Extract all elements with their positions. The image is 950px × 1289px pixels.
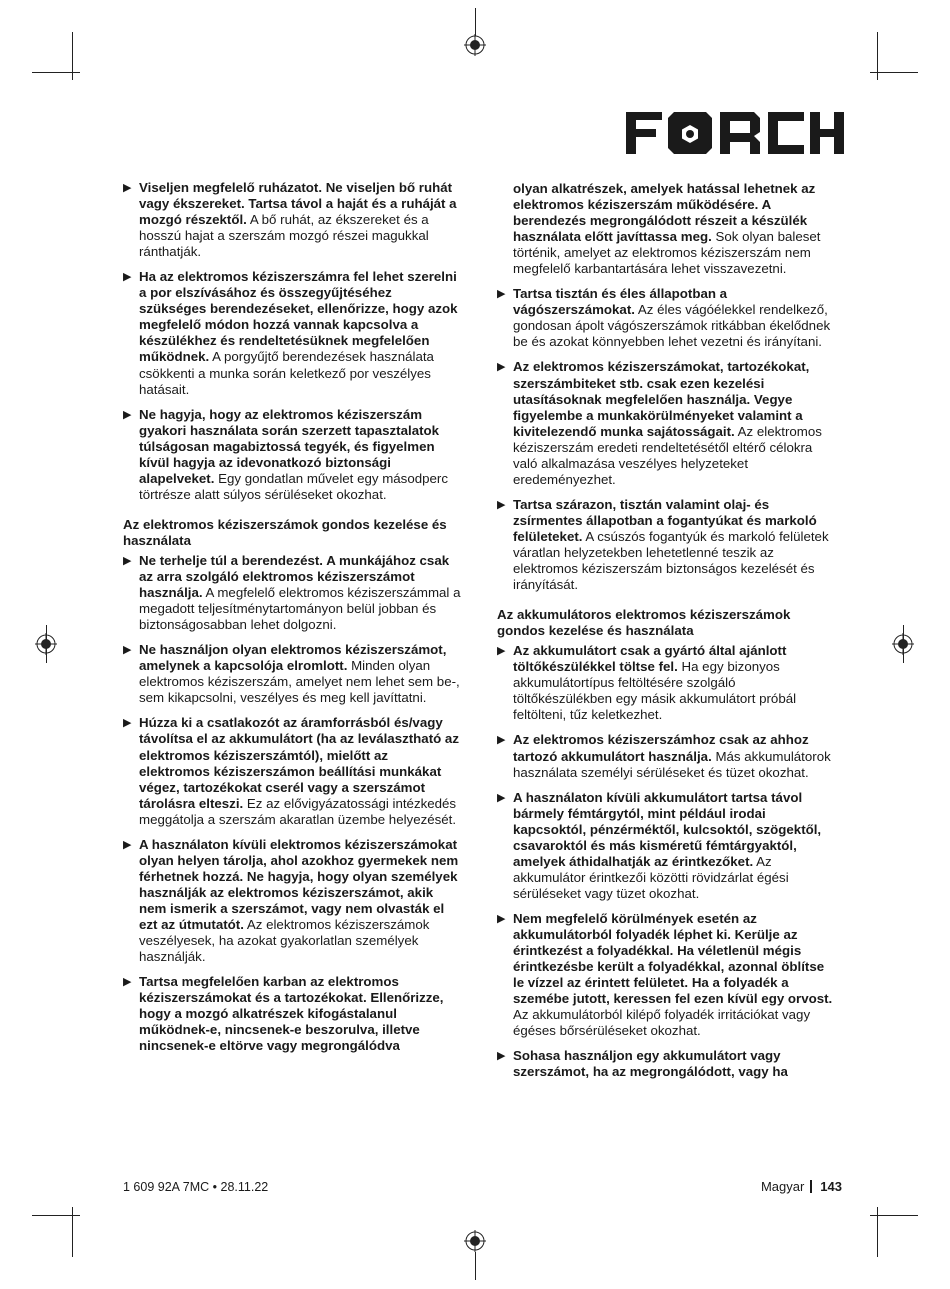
bold-instruction: Az elektromos kéziszerszámokat, tartozékokat, szerszámbiteket stb. csak ezen kezelési utasításoknak megfelelően használja. Vegye figyelembe a munkakörülményeket valamint a kivitelezendő munka sajátosságait. — [513, 359, 810, 439]
bullet-item — [497, 497, 835, 593]
language-label: Magyar — [760, 1179, 805, 1194]
explanation-text: Ha egy bizonyos akkumulátortípus feltöltésére szolgáló töltőkészülékben egy másik akkumulátort próbál feltölteni, tűz keletkezhet. — [513, 659, 797, 723]
explanation-text: Minden olyan elektromos kéziszerszám, amelyet nem lehet sem be-, sem kikapcsolni, veszélyes és meg kell javíttatni. — [139, 658, 460, 706]
triangle-bullet-icon: ▶ — [497, 288, 506, 301]
bullet-item — [123, 407, 461, 503]
triangle-bullet-icon: ▶ — [123, 554, 132, 567]
explanation-text: Más akkumulátorok használata személyi sérüléseket és tüzet okozhat. — [513, 748, 831, 780]
bold-instruction: Ne terhelje túl a berendezést. A munkájához csak az arra szolgáló elektromos kéziszerszámot használja. — [139, 552, 450, 601]
explanation-text: Az elektromos kéziszerszámok veszélyesek, ha azokat gyakorlatlan személyek használják. — [139, 916, 430, 965]
bold-instruction: Tartsa tisztán és éles állapotban a vágószerszámokat. — [513, 286, 728, 318]
triangle-bullet-icon: ▶ — [497, 645, 506, 658]
crop-mark — [870, 1215, 918, 1216]
explanation-text: Az akkumulátorból kilépő folyadék irritációkat vagy égéses bőrsérüléseket okozhat. — [513, 1007, 811, 1039]
bold-instruction: Ha az elektromos kéziszerszámra fel lehet szerelni a por elszívásához és összegyűjtéséhez szükséges berendezéseket, ellenőrizze, hogy azok megfelelő módon hozzá vannak kapcsolva a készülékhez és rendeltetésüknek megfelelően működnek. — [139, 269, 458, 365]
triangle-bullet-icon: ▶ — [497, 912, 506, 925]
bullet-item — [497, 643, 835, 723]
bullet-item — [497, 732, 835, 780]
bold-instruction: Ne használjon olyan elektromos kéziszerszámot, amelynek a kapcsolója elromlott. — [139, 642, 447, 674]
bullet-item — [123, 180, 461, 260]
continued-paragraph — [497, 181, 835, 277]
explanation-text: A bő ruhát, az ékszereket és a hosszú hajat a szerszám mozgó részei magukkal ránthatják. — [139, 212, 429, 260]
bullet-item — [497, 286, 835, 350]
bullet-item — [123, 553, 461, 633]
document-code: 1 609 92A 7MC • 28.11.22 — [123, 1180, 269, 1194]
section-heading: Az akkumulátoros elektromos kéziszerszámok gondos kezelése és használata — [497, 607, 791, 639]
registration-mark-icon — [464, 34, 486, 56]
crop-mark — [475, 8, 476, 36]
bold-instruction: Nem megfelelő körülmények esetén az akkumulátorból folyadék léphet ki. Kerülje az érintkezést a folyadékkal. Ha véletlenül mégis érintkezésbe került a folyadékkal, azonnal öblítse le vízzel az érintett felületet. Ha a folyadék a szemébe jutott, keressen fel ezen kívül egy orvost. — [513, 910, 833, 1007]
footer-divider — [810, 1180, 812, 1193]
bullet-item — [123, 269, 461, 397]
bold-instruction: Viseljen megfelelő ruházatot. Ne viseljen bő ruhát vagy ékszereket. Tartsa távol a haját és a ruháját a mozgó részektől. — [139, 180, 457, 228]
explanation-text: A porgyűjtő berendezések használata csökkenti a munka során keletkező por veszélyes hatásait. — [139, 349, 434, 397]
bold-instruction: Ne hagyja, hogy az elektromos kéziszerszám gyakori használata során szerzett tapasztalatok túlságosan magabiztossá tegyék, és figyelmen kívül hagyja az idevonatkozó biztonsági alapelveket. — [139, 406, 440, 486]
crop-mark — [475, 1252, 476, 1280]
triangle-bullet-icon: ▶ — [123, 271, 132, 284]
triangle-bullet-icon: ▶ — [123, 644, 132, 657]
bullet-item — [497, 911, 835, 1039]
triangle-bullet-icon: ▶ — [123, 838, 132, 851]
crop-mark — [32, 1215, 80, 1216]
bullet-item — [123, 974, 461, 1054]
triangle-bullet-icon: ▶ — [497, 361, 506, 374]
registration-mark-icon — [464, 1230, 486, 1252]
bold-instruction: Az elektromos kéziszerszámhoz csak az ahhoz tartozó akkumulátort használja. — [513, 732, 809, 764]
bold-instruction: Húzza ki a csatlakozót az áramforrásból és/vagy távolítsa el az akkumulátort (ha az leválasztható az elektromos kéziszerszámtól), mielőtt az elektromos kéziszerszámon beállítási munkákat végez, tartozékokat cserél vagy a szerszámot tárolásra elteszi. — [139, 715, 459, 811]
bold-instruction: A használaton kívüli elektromos kéziszerszámokat olyan helyen tárolja, ahol azokhoz gyermekek nem férhetnek hozzá. Ne hagyja, hogy olyan személyek használják az elektromos kéziszerszámot, akik nem ismerik a szerszámot, vagy nem olvasták el ezt az útmutatót. — [139, 836, 459, 932]
bullet-item — [497, 1048, 835, 1080]
triangle-bullet-icon: ▶ — [497, 498, 506, 511]
page-footer — [761, 1179, 842, 1194]
triangle-bullet-icon: ▶ — [123, 717, 132, 730]
explanation-text: Az akkumulátor érintkezői közötti rövidzárlat égési sérüléseket vagy tüzet okozhat. — [513, 853, 789, 901]
bold-instruction: olyan alkatrészek, amelyek hatással lehetnek az elektromos kéziszerszám működésére. A berendezés megrongálódott részeit a készülék használata előtt javíttassa meg. — [513, 181, 816, 245]
triangle-bullet-icon: ▶ — [123, 408, 132, 421]
crop-mark — [870, 72, 918, 73]
left-column — [123, 180, 461, 1063]
explanation-text: Az elektromos kéziszerszám eredeti rendeltetésétől eltérő célokra való alkalmazása veszélyes helyzeteket eredeményezhet. — [513, 423, 822, 487]
bold-instruction: Tartsa szárazon, tisztán valamint olaj- és zsírmentes állapotban a fogantyúkat és markoló felületeket. — [513, 496, 817, 544]
bullet-item — [123, 642, 461, 706]
triangle-bullet-icon: ▶ — [497, 734, 506, 747]
triangle-bullet-icon: ▶ — [497, 1050, 506, 1063]
bullet-item — [497, 359, 835, 487]
bold-instruction: Tartsa megfelelően karban az elektromos kéziszerszámokat és a tartozékokat. Ellenőrizze, hogy a mozgó alkatrészek kifogástalanul működnek-e, nincsenek-e beszorulva, illetve nincsenek-e eltörve vagy megrongálódva — [139, 974, 444, 1054]
bullet-item — [497, 790, 835, 902]
bullet-item — [123, 837, 461, 965]
section-heading: Az elektromos kéziszerszámok gondos kezelése és használata — [123, 516, 447, 548]
bullet-item — [123, 715, 461, 827]
bold-instruction: Az akkumulátort csak a gyártó által ajánlott töltőkészülékkel töltse fel. — [513, 643, 787, 675]
bold-instruction: A használaton kívüli akkumulátort tartsa távol bármely fémtárgytól, mint például irodai kapcsoktól, pénzérméktől, kulcsoktól, szögektől, csavaroktól és más kisméretű fémtárgyaktól, amelyek áthidalhatják az érintkezőket. — [513, 789, 822, 869]
explanation-text: Egy gondatlan művelet egy másodperc törtrésze alatt súlyos sérüléseket okozhat. — [139, 470, 448, 502]
triangle-bullet-icon: ▶ — [497, 791, 506, 804]
registration-mark-icon — [35, 633, 57, 655]
explanation-text: A megfelelő elektromos kéziszerszámmal a megadott teljesítménytartományon belül jobban és biztonságosabban lehet dolgozni. — [139, 585, 461, 633]
crop-mark — [32, 72, 80, 73]
forch-logo — [626, 112, 844, 154]
explanation-text: Sok olyan baleset történik, amelyet az elektromos kéziszerszám nem megfelelő karbantartására lehet visszavezetni. — [513, 229, 821, 277]
triangle-bullet-icon: ▶ — [123, 182, 132, 194]
explanation-text: Az éles vágóélekkel rendelkező, gondosan ápolt vágószerszámok ritkábban ékelődnek be és azokat könnyebben lehet vezetni és irányítani. — [513, 302, 831, 350]
explanation-text: Ez az elővigyázatossági intézkedés meggátolja a szerszám akaratlan üzembe helyezését. — [139, 795, 457, 827]
registration-mark-icon — [892, 633, 914, 655]
right-column — [497, 181, 835, 1089]
page-number: 143 — [820, 1179, 842, 1194]
explanation-text: A csúszós fogantyúk és markoló felületek váratlan helyzetekben lehetetlenné teszik az elektromos kéziszerszám biztonságos kezelését és irányítását. — [513, 528, 829, 593]
bold-instruction: Sohasa használjon egy akkumulátort vagy szerszámot, ha az megrongálódott, vagy ha — [513, 1048, 788, 1080]
triangle-bullet-icon: ▶ — [123, 976, 132, 989]
